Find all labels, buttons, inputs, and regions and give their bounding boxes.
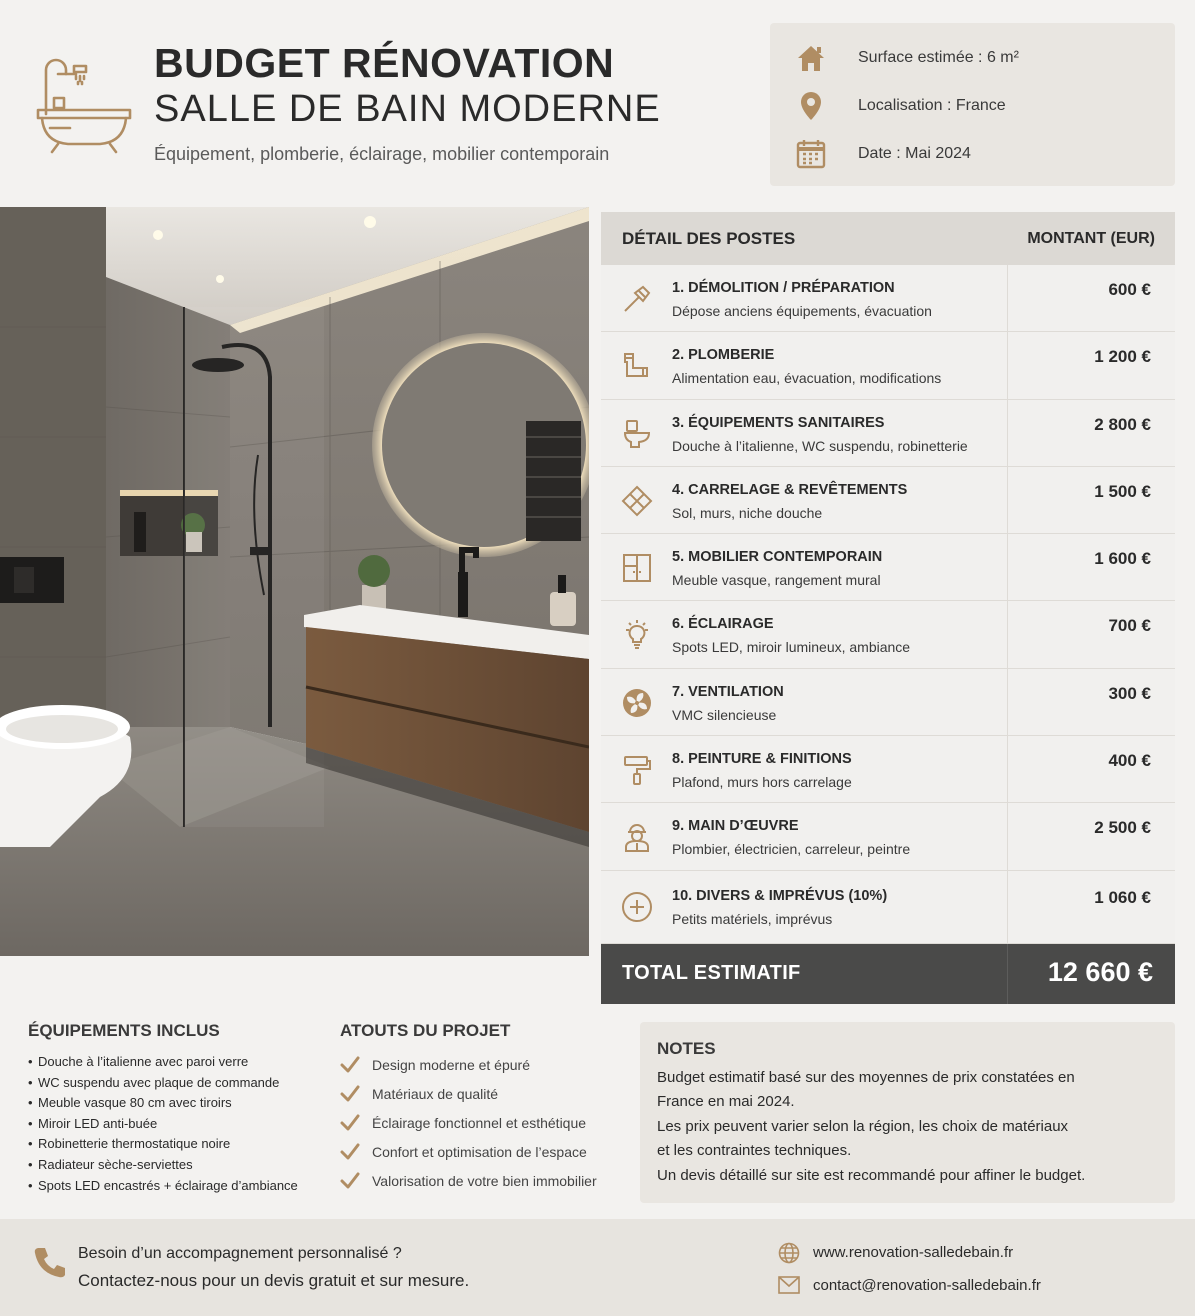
home-icon bbox=[794, 41, 828, 75]
checkmark-icon bbox=[340, 1055, 360, 1075]
notes-title: NOTES bbox=[657, 1039, 716, 1058]
row-amount: 1 200 € bbox=[1094, 347, 1151, 367]
info-date bbox=[794, 136, 971, 172]
row-desc: Spots LED, miroir lumineux, ambiance bbox=[672, 639, 911, 656]
page-subtitle: Équipement, plomberie, éclairage, mobilier contemporain bbox=[154, 144, 610, 164]
atout-text: Éclairage fonctionnel et esthétique bbox=[372, 1114, 587, 1131]
row-desc: Petits matériels, imprévus bbox=[672, 910, 833, 927]
atouts-title: ATOUTS DU PROJET bbox=[340, 1021, 511, 1040]
notes-line: Les prix peuvent varier selon la région, les choix de matériaux bbox=[657, 1118, 1069, 1135]
info-location-text: Localisation : France bbox=[858, 97, 1006, 114]
row-name: 1. DÉMOLITION / PRÉPARATION bbox=[672, 280, 895, 296]
row-desc: Alimentation eau, évacuation, modifications bbox=[672, 370, 942, 387]
list-item bbox=[340, 1079, 597, 1108]
atout-text: Design moderne et épuré bbox=[372, 1056, 530, 1073]
tile-icon bbox=[621, 485, 653, 517]
calendar-icon bbox=[794, 137, 828, 171]
row-name: 7. VENTILATION bbox=[672, 683, 784, 700]
table-row bbox=[601, 332, 1175, 399]
row-name: 8. PEINTURE & FINITIONS bbox=[672, 751, 852, 768]
paint-roller-icon bbox=[621, 754, 653, 786]
table-row bbox=[601, 400, 1175, 467]
email-link[interactable]: contact@renovation-salledebain.fr bbox=[813, 1277, 1041, 1294]
notes-line: et les contraintes techniques. bbox=[657, 1142, 852, 1159]
header bbox=[0, 0, 1195, 200]
info-surface bbox=[794, 40, 1019, 76]
table-row bbox=[601, 871, 1175, 944]
table-row bbox=[601, 467, 1175, 534]
row-desc: Sol, murs, niche douche bbox=[672, 504, 823, 521]
equipements-list bbox=[28, 1052, 298, 1196]
footer-text-line1: Besoin d’un accompagnement personnalisé ? bbox=[78, 1245, 402, 1262]
list-item: • Miroir LED anti-buée bbox=[28, 1114, 298, 1135]
total-row bbox=[601, 944, 1175, 1004]
row-name: 4. CARRELAGE & REVÊTEMENTS bbox=[672, 481, 908, 498]
globe-icon bbox=[778, 1242, 800, 1264]
checkmark-icon bbox=[340, 1113, 360, 1133]
list-item: • Douche à l’italienne avec paroi verre bbox=[28, 1052, 298, 1073]
list-item bbox=[340, 1050, 597, 1079]
checkmark-icon bbox=[340, 1171, 360, 1191]
checkmark-icon bbox=[340, 1084, 360, 1104]
table-row bbox=[601, 601, 1175, 668]
list-item: • Robinetterie thermostatique noire bbox=[28, 1134, 298, 1155]
row-desc: Douche à l’italienne, WC suspendu, robinetterie bbox=[672, 437, 968, 454]
row-desc: VMC silencieuse bbox=[672, 706, 777, 723]
row-name: 6. ÉCLAIRAGE bbox=[672, 616, 774, 633]
row-name: 10. DIVERS & IMPRÉVUS (10%) bbox=[672, 887, 888, 904]
table-row bbox=[601, 534, 1175, 601]
notes-line: Un devis détaillé sur site est recommandé pour affiner le budget. bbox=[657, 1167, 1086, 1184]
row-name: 3. ÉQUIPEMENTS SANITAIRES bbox=[672, 414, 885, 431]
plus-circle-icon bbox=[621, 891, 653, 923]
bathroom-photo bbox=[0, 207, 589, 956]
notes-box bbox=[640, 1022, 1175, 1203]
row-amount: 700 € bbox=[1108, 616, 1151, 636]
row-amount: 1 500 € bbox=[1094, 481, 1151, 501]
worker-icon bbox=[621, 821, 653, 853]
page-title-secondary: SALLE DE BAIN MODERNE bbox=[154, 88, 661, 130]
row-desc: Plombier, électricien, carreleur, peintre bbox=[672, 841, 911, 858]
lightbulb-icon bbox=[621, 619, 653, 651]
checkmark-icon bbox=[340, 1142, 360, 1162]
budget-table bbox=[601, 212, 1175, 1004]
row-name: 5. MOBILIER CONTEMPORAIN bbox=[672, 549, 883, 566]
table-row bbox=[601, 265, 1175, 332]
row-amount: 300 € bbox=[1108, 683, 1151, 703]
row-desc: Meuble vasque, rangement mural bbox=[672, 572, 881, 589]
footer-text-line2: Contactez-nous pour un devis gratuit et sur mesure. bbox=[78, 1271, 470, 1290]
cabinet-icon bbox=[621, 552, 653, 584]
list-item bbox=[340, 1167, 597, 1196]
row-amount: 2 500 € bbox=[1094, 818, 1151, 838]
list-item: • WC suspendu avec plaque de commande bbox=[28, 1073, 298, 1094]
bathtub-logo-icon bbox=[34, 52, 134, 156]
hammer-icon bbox=[621, 283, 653, 315]
table-row bbox=[601, 736, 1175, 803]
row-amount: 600 € bbox=[1108, 280, 1151, 299]
info-surface-text: Surface estimée : 6 m² bbox=[858, 49, 1019, 66]
list-item: • Radiateur sèche-serviettes bbox=[28, 1155, 298, 1176]
info-date-text: Date : Mai 2024 bbox=[858, 145, 971, 162]
notes-line: Budget estimatif basé sur des moyennes de prix constatées en bbox=[657, 1069, 1075, 1086]
list-item: • Spots LED encastrés + éclairage d’ambiance bbox=[28, 1176, 298, 1197]
pipe-icon bbox=[621, 350, 653, 382]
atout-text: Confort et optimisation de l’espace bbox=[372, 1144, 587, 1161]
toilet-icon bbox=[621, 418, 653, 450]
column-header-label: DÉTAIL DES POSTES bbox=[622, 228, 796, 248]
row-amount: 1 600 € bbox=[1094, 549, 1151, 569]
notes-line: France en mai 2024. bbox=[657, 1093, 795, 1110]
info-location bbox=[794, 88, 1006, 124]
mail-icon bbox=[778, 1276, 800, 1294]
phone-icon bbox=[32, 1245, 66, 1279]
row-amount: 2 800 € bbox=[1094, 414, 1151, 434]
website-link[interactable]: www.renovation-salledebain.fr bbox=[813, 1244, 1014, 1261]
row-name: 9. MAIN D’ŒUVRE bbox=[672, 818, 799, 835]
list-item bbox=[340, 1138, 597, 1167]
row-desc: Dépose anciens équipements, évacuation bbox=[672, 303, 932, 319]
location-pin-icon bbox=[794, 89, 828, 123]
project-info-box bbox=[770, 23, 1175, 186]
footer bbox=[0, 1219, 1195, 1316]
row-desc: Plafond, murs hors carrelage bbox=[672, 774, 852, 791]
list-item: • Meuble vasque 80 cm avec tiroirs bbox=[28, 1093, 298, 1114]
row-amount: 400 € bbox=[1108, 751, 1151, 771]
total-label: TOTAL ESTIMATIF bbox=[622, 961, 801, 984]
total-value: 12 660 € bbox=[1047, 956, 1153, 987]
column-header-amount: MONTANT (EUR) bbox=[1027, 229, 1155, 247]
atouts-list bbox=[340, 1050, 597, 1196]
atout-text: Matériaux de qualité bbox=[372, 1085, 499, 1102]
page-title: BUDGET RÉNOVATION bbox=[154, 40, 615, 86]
row-amount: 1 060 € bbox=[1094, 887, 1151, 907]
fan-icon bbox=[621, 687, 653, 719]
atout-text: Valorisation de votre bien immobilier bbox=[372, 1173, 597, 1190]
list-item bbox=[340, 1108, 597, 1137]
row-name: 2. PLOMBERIE bbox=[672, 347, 775, 364]
table-row bbox=[601, 669, 1175, 736]
table-header bbox=[601, 212, 1175, 265]
table-row bbox=[601, 803, 1175, 870]
equipements-title: ÉQUIPEMENTS INCLUS bbox=[28, 1021, 220, 1040]
